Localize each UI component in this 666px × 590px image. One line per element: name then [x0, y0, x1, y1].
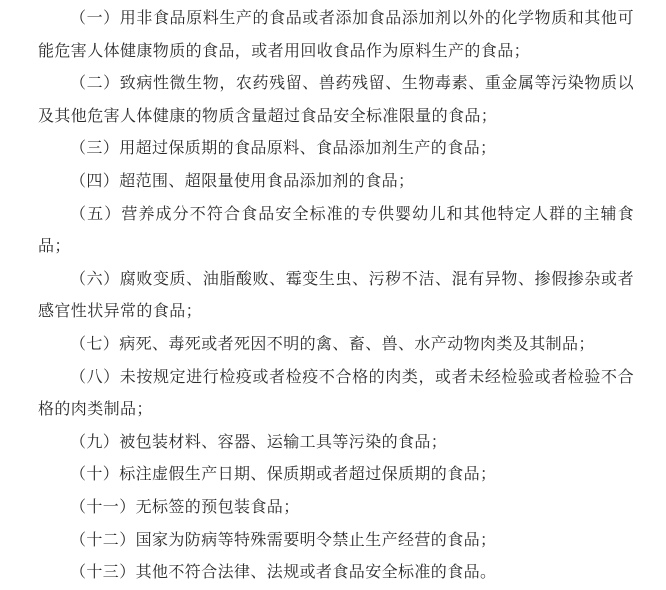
clause-4: （四）超范围、超限量使用食品添加剂的食品； — [70, 170, 415, 190]
clause-11: （十一）无标签的预包装食品； — [70, 496, 300, 516]
clause-12: （十二）国家为防病等特殊需要明令禁止生产经营的食品； — [70, 529, 497, 549]
clause-13: （十三）其他不符合法律、法规或者食品安全标准的食品。 — [70, 562, 497, 582]
clause-9: （九）被包装材料、容器、运输工具等污染的食品； — [70, 431, 448, 451]
clause-5: （五）营养成分不符合食品安全标准的专供婴幼儿和其他特定人群的主辅食品； — [38, 203, 634, 256]
clause-7: （七）病死、毒死或者死因不明的禽、畜、兽、水产动物肉类及其制品； — [70, 333, 595, 353]
document-body — [38, 2, 634, 589]
clause-8: （八）未按规定进行检疫或者检疫不合格的肉类，或者未经检验或者检验不合格的肉类制品； — [38, 366, 634, 419]
clause-3: （三）用超过保质期的食品原料、食品添加剂生产的食品； — [70, 138, 497, 158]
clause-2: （二）致病性微生物，农药残留、兽药残留、生物毒素、重金属等污染物质以及其他危害人体健康的物质含量超过食品安全标准限量的食品； — [38, 73, 634, 125]
clause-6: （六）腐败变质、油脂酸败、霉变生虫、污秽不洁、混有异物、掺假掺杂或者感官性状异常的食品； — [38, 268, 634, 321]
clause-10: （十）标注虚假生产日期、保质期或者超过保质期的食品； — [70, 464, 497, 484]
clause-1: （一）用非食品原料生产的食品或者添加食品添加剂以外的化学物质和其他可能危害人体健康物质的食品，或者用回收食品作为原料生产的食品； — [38, 8, 634, 60]
